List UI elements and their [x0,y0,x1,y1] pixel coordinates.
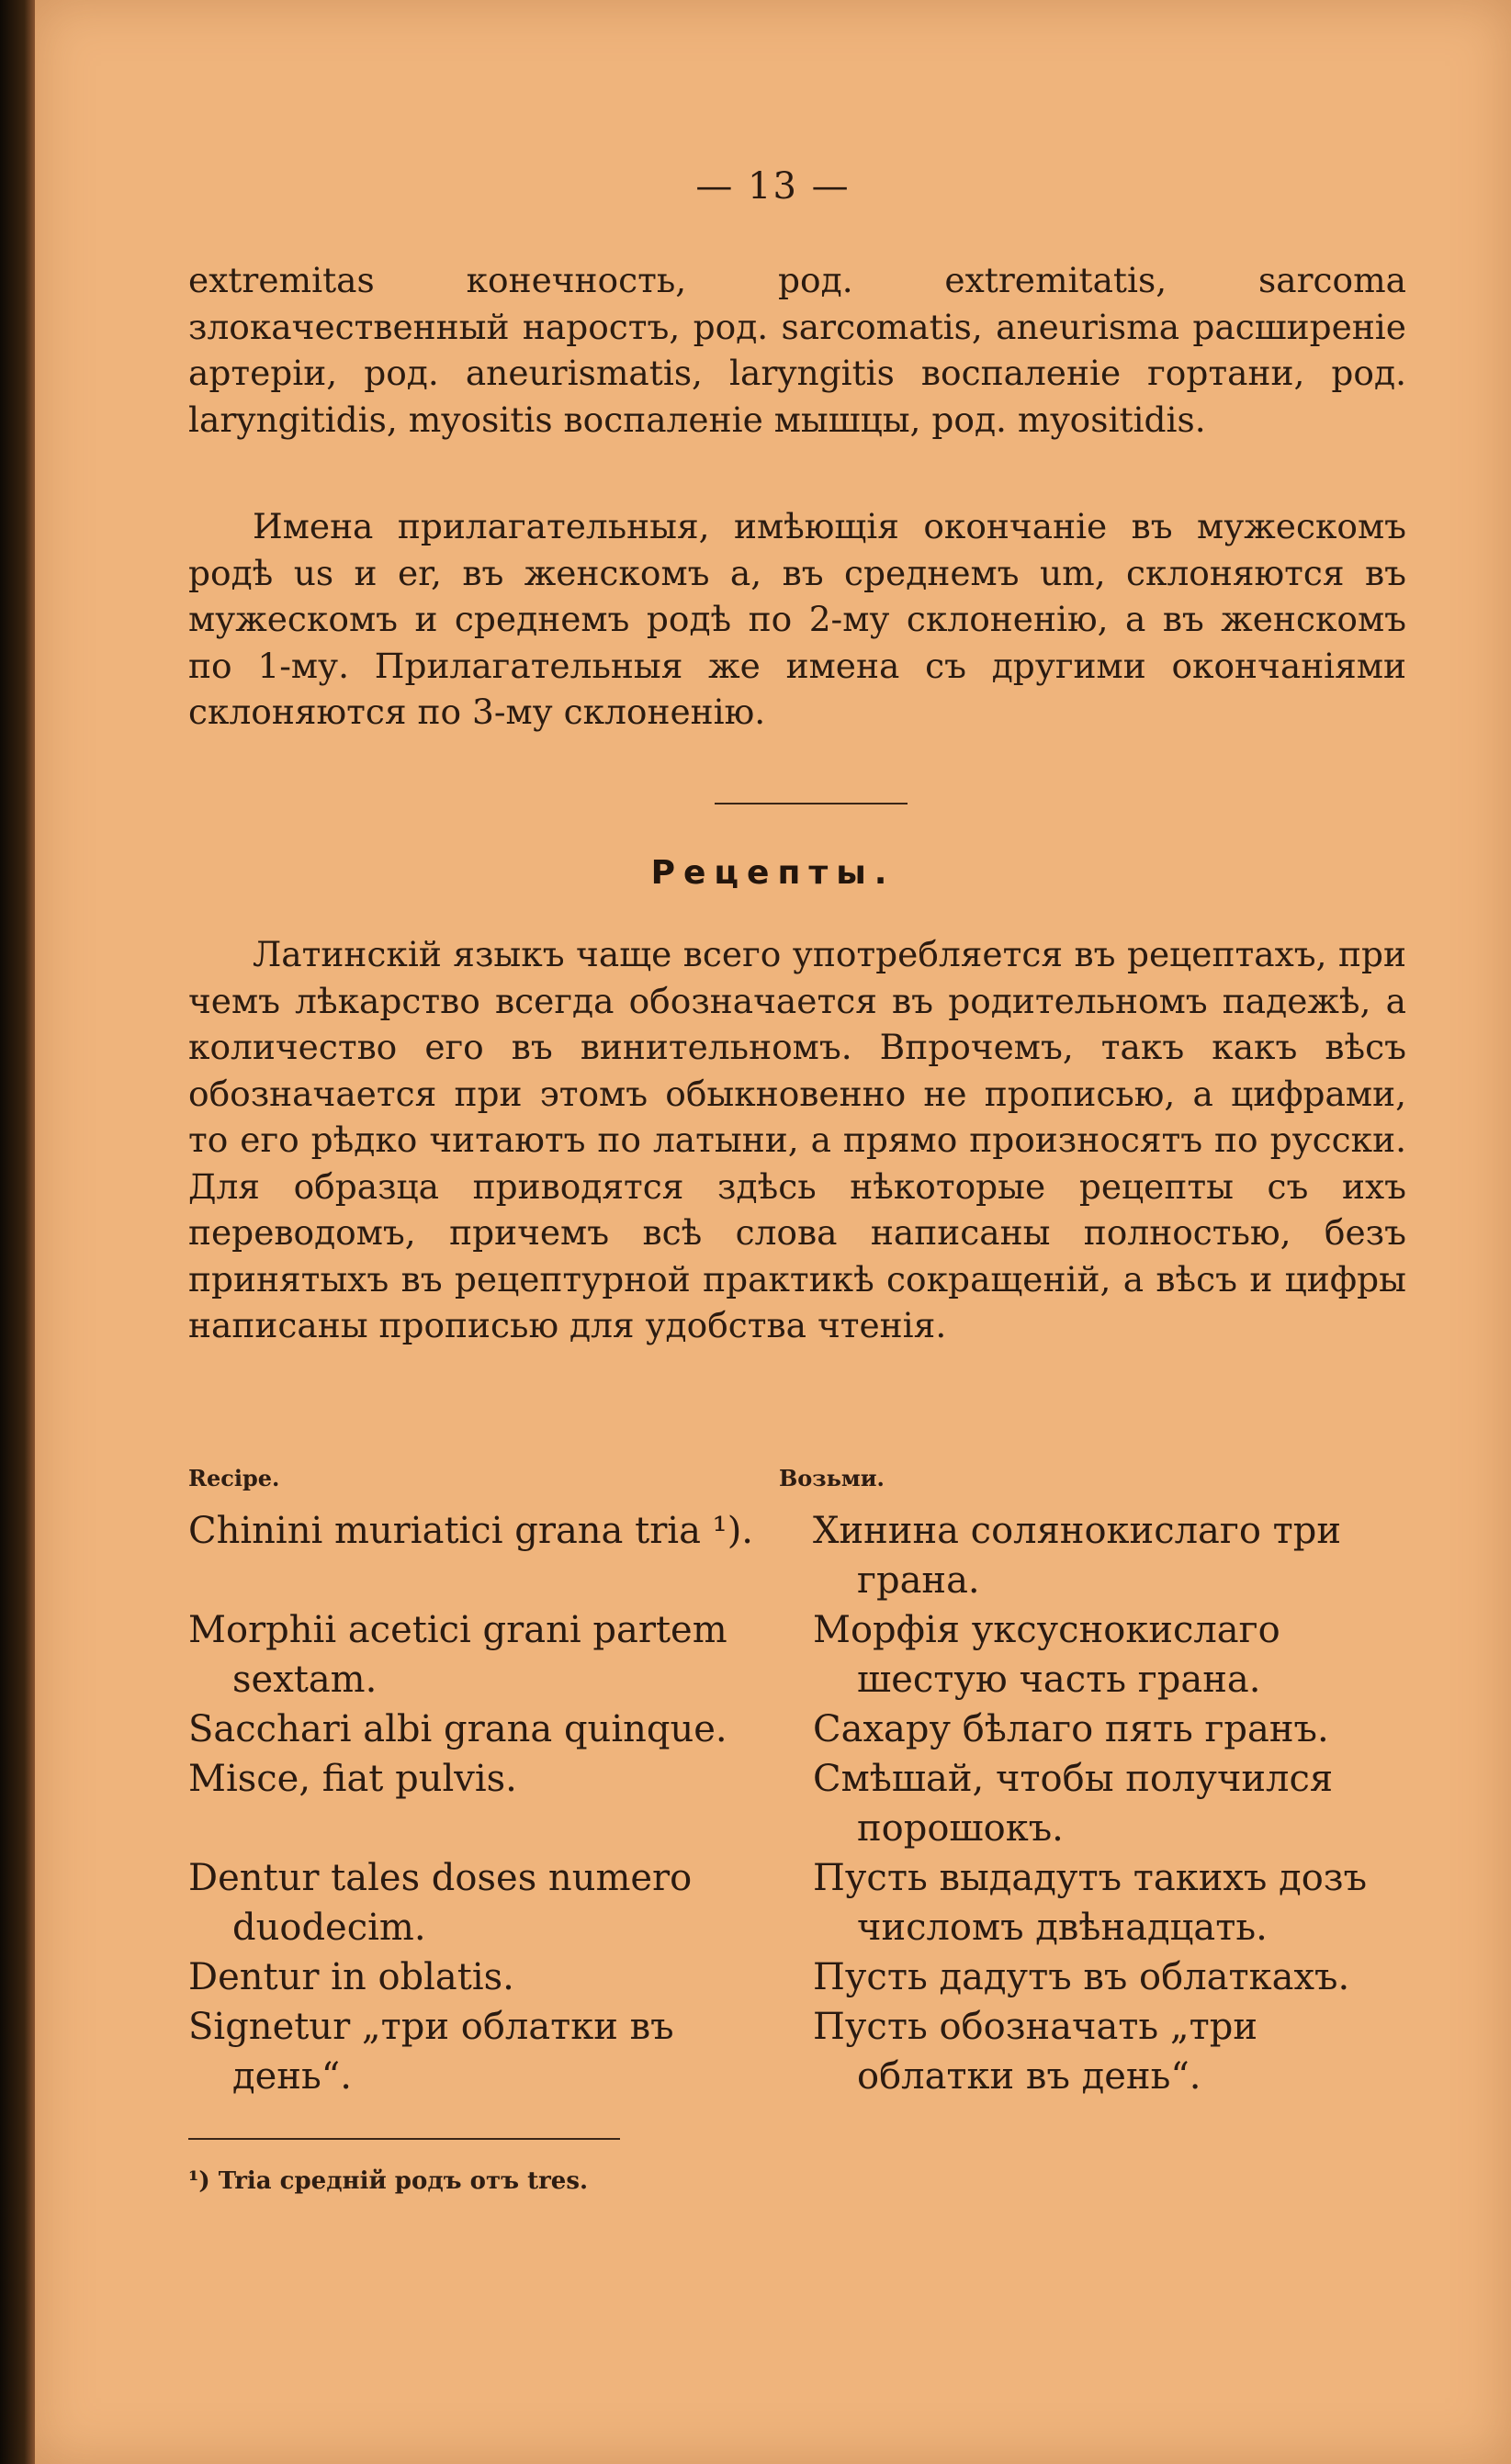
recipe-russian-line: Сахару бѣлаго пять гранъ. [813,1708,1329,1750]
recipe-row [188,1605,1410,1705]
section-heading: Рецепты. [650,854,896,892]
recipe-row [188,1754,1410,1853]
recipe-russian-header: Возьми. [779,1465,885,1491]
recipe-latin-header: Recipe. [188,1465,280,1491]
recipe-latin-line: Misce, fiat pulvis. [188,1758,517,1800]
paragraph-declension-examples: extremitas конечность, род. extremitatis, sarcoma злокачественный наростъ, род. sarcomatis, aneurisma расширеніе артеріи, род. aneurismatis, laryngitis воспаленіе гортани, род. laryngitidis, myositis воспаленіе мышцы, род. myositidis. [188,260,1406,440]
recipe-russian-line: Пусть дадутъ въ облаткахъ. [813,1956,1350,1998]
recipe-table [188,1506,1410,2101]
recipe-row [188,2002,1410,2101]
paragraph-recipes-intro: Латинскій языкъ чаще всего употребляется въ рецептахъ, при чемъ лѣкарство всегда обозначается въ родительномъ падежѣ, а количество его въ винительномъ. Впрочемъ, такъ какъ вѣсъ обозначается при этомъ обыкновенно не прописью, а цифрами, то его рѣдко читаютъ по латыни, а прямо произносятъ по русски. Для образца приводятся здѣсь нѣкоторые рецепты съ ихъ переводомъ, причемъ всѣ слова написаны полностью, безъ принятыхъ въ рецептурной практикѣ сокращеній, а вѣсъ и цифры написаны прописью для удобства чтенія. [188,934,1406,1345]
recipe-row [188,1952,1410,2002]
recipe-russian-line: Пусть обозначать „три облатки въ день“. [813,2006,1258,2098]
section-divider [715,803,908,804]
recipe-russian-line: Смѣшай, чтобы получился порошокъ. [813,1758,1334,1850]
recipe-latin-line: Dentur in oblatis. [188,1956,514,1998]
book-spine-edge [0,0,35,2464]
recipe-row [188,1506,1410,1605]
recipe-latin-line: Morphii acetici grani partem sextam. [188,1609,727,1701]
paragraph-adjectives: Имена прилагательныя, имѣющія окончаніе въ мужескомъ родѣ us и er, въ женскомъ a, въ среднемъ um, склоняются въ мужескомъ и среднемъ родѣ по 2-му склоненію, а въ женскомъ по 1-му. Прилагательныя же имена съ другими окончаніями склоняются по 3-му склоненію. [188,506,1406,732]
recipe-russian-line: Морфія уксуснокислаго шестую часть грана. [813,1609,1280,1701]
recipe-russian-line: Хинина солянокислаго три грана. [813,1510,1342,1602]
book-page [35,0,1511,2464]
footnote: ¹) Tria средній родъ отъ tres. [188,2167,589,2195]
page-number: — 13 — [695,165,851,208]
recipe-russian-line: Пусть выдадутъ такихъ дозъ числомъ двѣнадцать. [813,1857,1368,1949]
recipe-latin-line: Sacchari albi grana quinque. [188,1708,727,1750]
recipe-latin-line: Chinini muriatici grana tria ¹). [188,1510,754,1552]
recipe-row [188,1705,1410,1754]
recipe-latin-line: Signetur „три облатки въ день“. [188,2006,674,2098]
footnote-rule [188,2138,620,2140]
recipe-latin-line: Dentur tales doses numero duodecim. [188,1857,693,1949]
recipe-row [188,1853,1410,1952]
